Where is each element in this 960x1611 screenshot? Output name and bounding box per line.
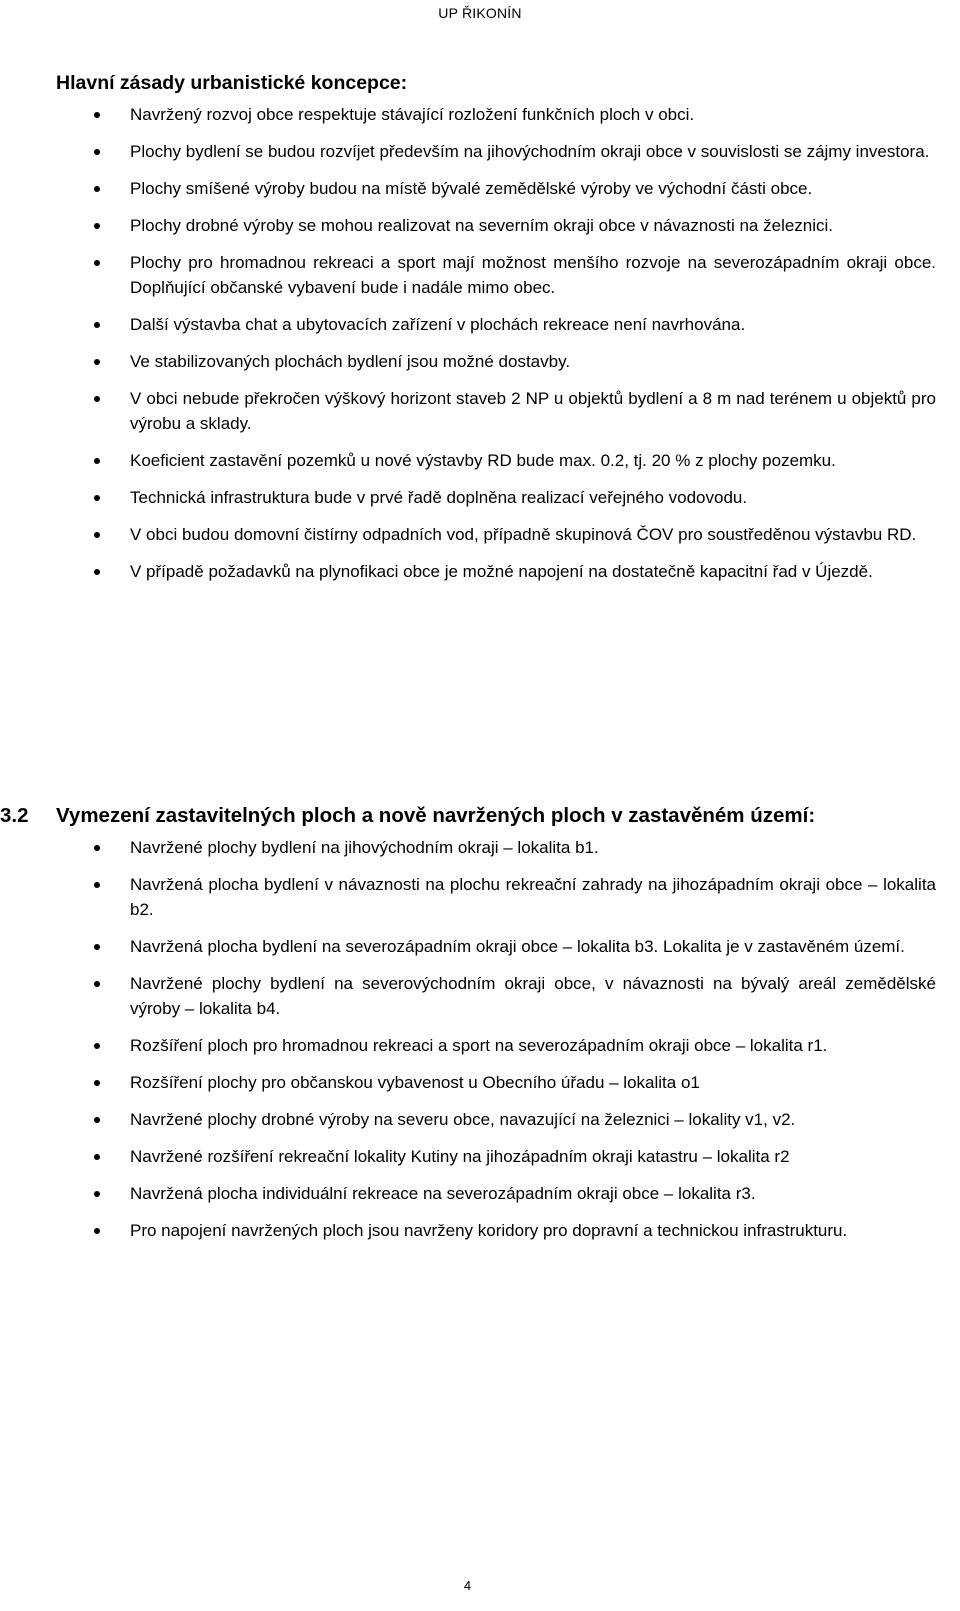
bullet-icon	[94, 149, 100, 155]
list-item: Plochy smíšené výroby budou na místě bývalé zemědělské výroby ve východní části obce.	[56, 176, 936, 201]
bullet-icon	[94, 322, 100, 328]
bullet-icon	[94, 981, 100, 987]
bullet-icon	[94, 458, 100, 464]
bullet-icon	[94, 1228, 100, 1234]
bullet-icon	[94, 845, 100, 851]
bullet-icon	[94, 359, 100, 365]
bullet-icon	[94, 1191, 100, 1197]
bullet-icon	[94, 112, 100, 118]
list-item: Navržená plocha bydlení v návaznosti na plochu rekreační zahrady na jihozápadním okraji obce – lokalita b2.	[56, 872, 936, 922]
running-header: UP ŘIKONÍN	[438, 5, 522, 21]
bullet-icon	[94, 1043, 100, 1049]
list-item: Rozšíření plochy pro občanskou vybavenost u Obecního úřadu – lokalita o1	[56, 1070, 936, 1095]
bullet-icon	[94, 396, 100, 402]
bullet-icon	[94, 882, 100, 888]
list-item: Ve stabilizovaných plochách bydlení jsou možné dostavby.	[56, 349, 936, 374]
bullet-icon	[94, 1154, 100, 1160]
bullet-icon	[94, 260, 100, 266]
list-item: Navržené plochy bydlení na jihovýchodním okraji – lokalita b1.	[56, 835, 936, 860]
bullet-icon	[94, 1080, 100, 1086]
bullet-icon	[94, 944, 100, 950]
list-item: Rozšíření ploch pro hromadnou rekreaci a sport na severozápadním okraji obce – lokalita r1.	[56, 1033, 936, 1058]
list-item: Technická infrastruktura bude v prvé řadě doplněna realizací veřejného vodovodu.	[56, 485, 936, 510]
section-heading: Hlavní zásady urbanistické koncepce:	[56, 72, 408, 94]
list-item: Plochy bydlení se budou rozvíjet především na jihovýchodním okraji obce v souvislosti se zájmy investora.	[56, 139, 936, 164]
list-item: Pro napojení navržených ploch jsou navrženy koridory pro dopravní a technickou infrastrukturu.	[56, 1218, 936, 1243]
list-item: Navržené plochy bydlení na severovýchodním okraji obce, v návaznosti na bývalý areál zemědělské výroby – lokalita b4.	[56, 971, 936, 1021]
principles-list	[56, 102, 936, 584]
section-number: 3.2	[0, 804, 29, 827]
list-item: V případě požadavků na plynofikaci obce je možné napojení na dostatečně kapacitní řad v Újezdě.	[56, 559, 936, 584]
list-item: Navržená plocha bydlení na severozápadním okraji obce – lokalita b3. Lokalita je v zastavěném území.	[56, 934, 936, 959]
section-heading	[0, 801, 936, 831]
list-item: Plochy drobné výroby se mohou realizovat na severním okraji obce v návaznosti na železnici.	[56, 213, 936, 238]
list-item: Plochy pro hromadnou rekreaci a sport mají možnost menšího rozvoje na severozápadním okraji obce. Doplňující občanské vybavení bude i nadále mimo obec.	[56, 250, 936, 300]
areas-list	[56, 835, 936, 1243]
list-item: V obci nebude překročen výškový horizont staveb 2 NP u objektů bydlení a 8 m nad terénem u objektů pro výrobu a sklady.	[56, 386, 936, 436]
section-title: Vymezení zastavitelných ploch a nově navržených ploch v zastavěném území:	[56, 804, 816, 827]
bullet-icon	[94, 223, 100, 229]
bullet-icon	[94, 1117, 100, 1123]
list-item: V obci budou domovní čistírny odpadních vod, případně skupinová ČOV pro soustředěnou výstavbu RD.	[56, 522, 936, 547]
bullet-icon	[94, 186, 100, 192]
bullet-icon	[94, 569, 100, 575]
list-item: Navržená plocha individuální rekreace na severozápadním okraji obce – lokalita r3.	[56, 1181, 936, 1206]
section-urban-concept	[56, 68, 936, 596]
list-item: Koeficient zastavění pozemků u nové výstavby RD bude max. 0.2, tj. 20 % z plochy pozemku.	[56, 448, 936, 473]
page-number: 4	[463, 1578, 472, 1593]
list-item: Navržené plochy drobné výroby na severu obce, navazující na železnici – lokality v1, v2.	[56, 1107, 936, 1132]
bullet-icon	[94, 495, 100, 501]
list-item: Navržený rozvoj obce respektuje stávající rozložení funkčních ploch v obci.	[56, 102, 936, 127]
section-buildable-areas	[0, 801, 936, 1255]
bullet-icon	[94, 532, 100, 538]
list-item: Další výstavba chat a ubytovacích zařízení v plochách rekreace není navrhována.	[56, 312, 936, 337]
list-item: Navržené rozšíření rekreační lokality Kutiny na jihozápadním okraji katastru – lokalita r2	[56, 1144, 936, 1169]
